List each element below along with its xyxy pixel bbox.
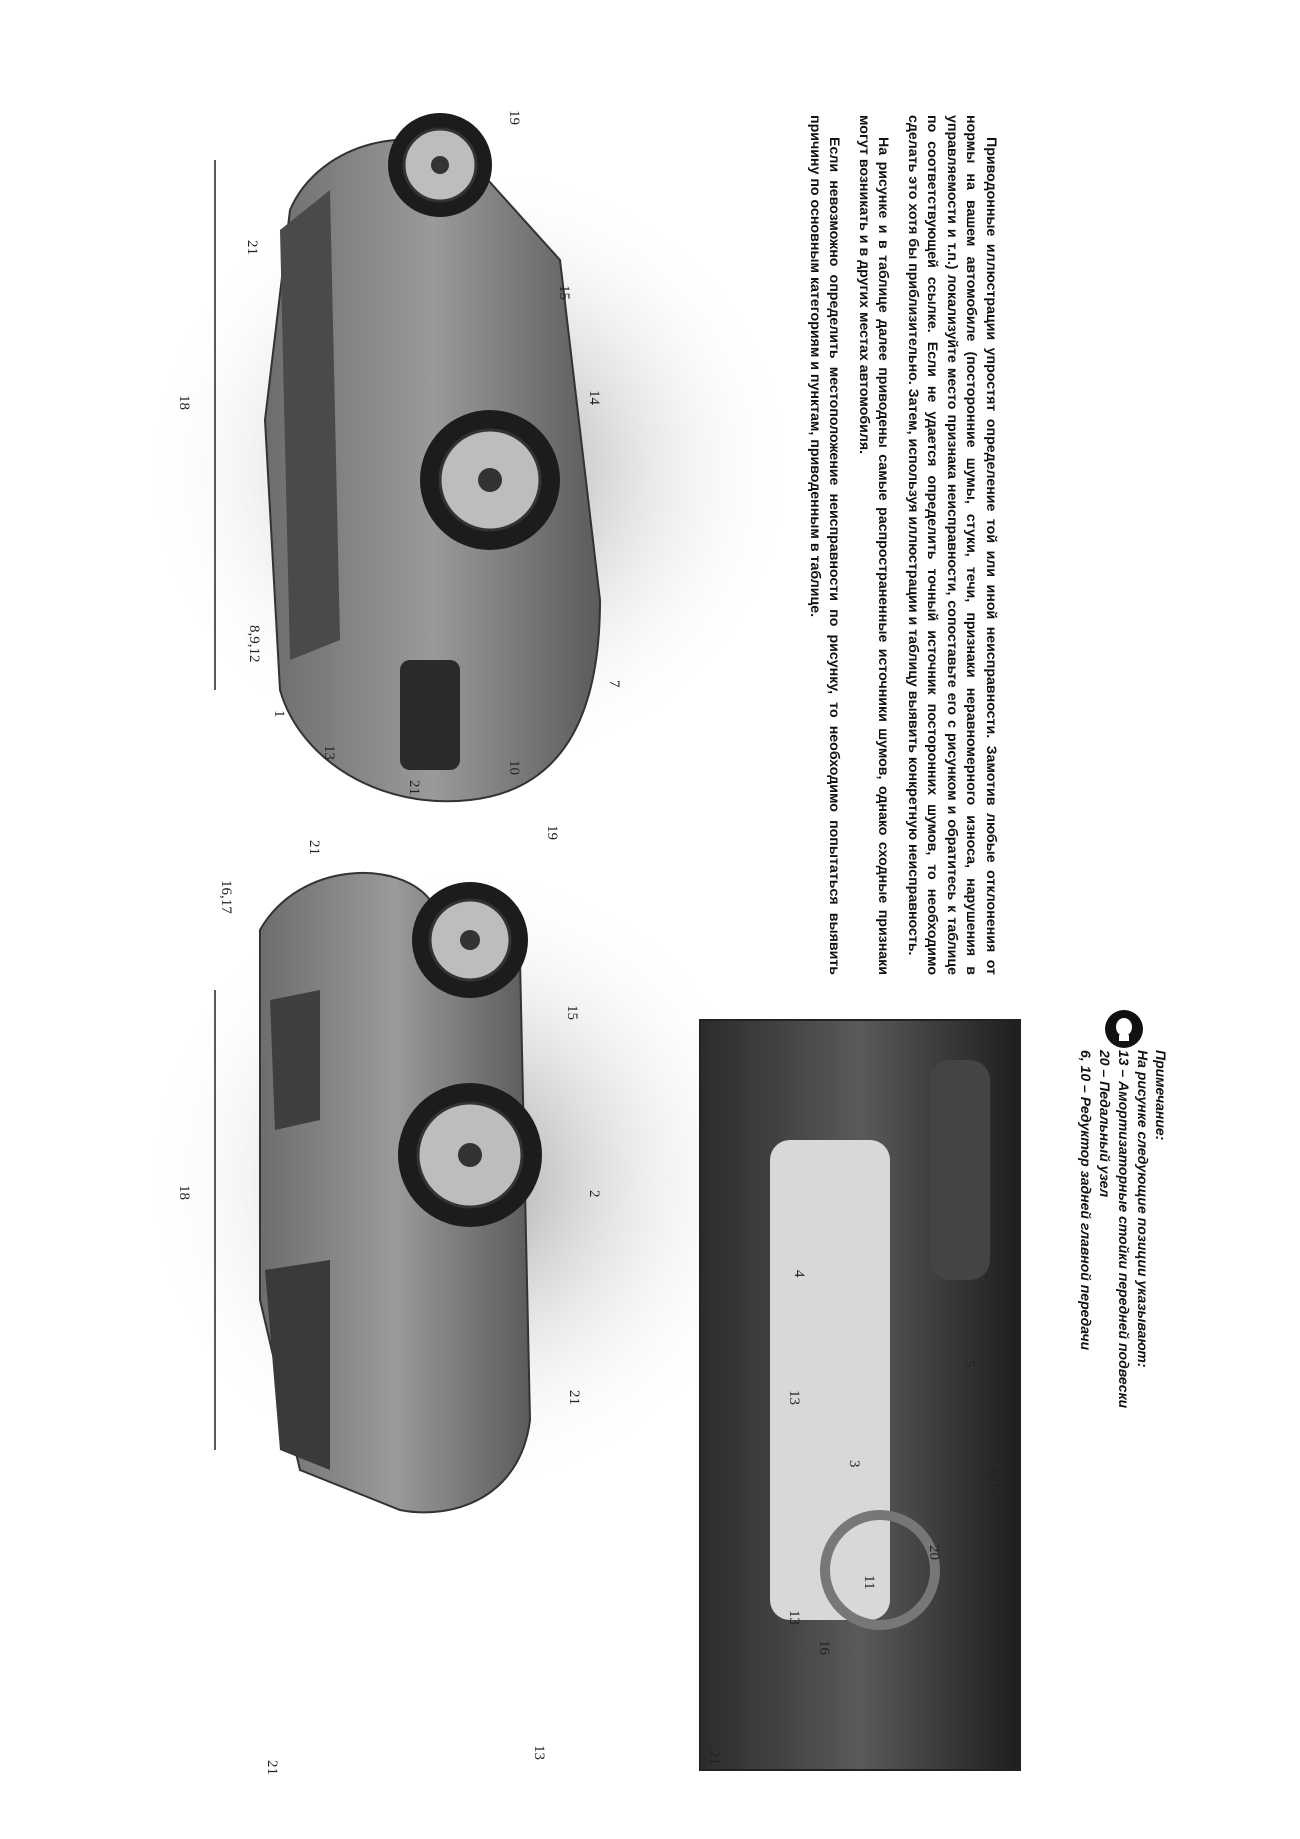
label-21a: 21 xyxy=(244,240,260,255)
label-4: 4 xyxy=(791,1270,807,1278)
note-item-1: 13 – Амортизаторные стойки передней подвески xyxy=(1116,1050,1132,1409)
car-front-view xyxy=(140,113,800,801)
label-5: 5 xyxy=(961,1360,977,1368)
label-8-9-12: 8,9,12 xyxy=(246,625,262,663)
label-15a: 15 xyxy=(556,285,572,300)
wheel-rear-rearview xyxy=(398,1083,542,1227)
windows xyxy=(280,190,340,660)
explanatory-text xyxy=(795,115,1001,975)
note-item-2: 20 – Педальный узел xyxy=(1097,1050,1113,1198)
label-21e: 21 xyxy=(306,840,322,855)
label-18a: 18 xyxy=(176,395,192,410)
note-intro: На рисунке следующие позиции указывают: xyxy=(1135,1050,1151,1368)
interior-photo xyxy=(700,1020,1020,1770)
label-7: 7 xyxy=(606,680,622,688)
label-14: 14 xyxy=(586,390,602,405)
wheel-rear xyxy=(388,113,492,217)
front-grille xyxy=(400,660,460,770)
label-3: 3 xyxy=(846,1460,862,1468)
label-20: 20 xyxy=(926,1545,942,1560)
label-1: 1 xyxy=(271,710,287,718)
paragraph-3: Если невозможно определить местоположение неисправности по рисунку, то необходимо попытаться выявить причину по основным категориям и пунктам, приводенным в таблице. xyxy=(807,115,843,975)
label-21c: 21 xyxy=(264,1760,280,1775)
label-19a: 19 xyxy=(506,110,522,125)
wheel-front xyxy=(420,410,560,550)
wheel-front-rearview xyxy=(412,882,528,998)
label-21b: 21 xyxy=(406,780,422,795)
label-13b: 13 xyxy=(531,1745,547,1760)
label-13d: 13 xyxy=(786,1390,802,1405)
seat xyxy=(930,1060,990,1280)
note-title: Примечание: xyxy=(1153,1050,1169,1141)
note-block xyxy=(1076,1050,1170,1770)
side-window xyxy=(270,990,320,1130)
label-21f: 21 xyxy=(706,1750,722,1765)
paragraph-2: На рисунке и в таблице далее приводены самые распространенные источники шумов, однако сходные признаки могут возникать и в других местах автомобиля. xyxy=(856,115,892,975)
label-16-17: 16,17 xyxy=(218,880,234,914)
label-10: 10 xyxy=(506,760,522,775)
paragraph-1: Приводонные иллюстрации упростят определение той или иной неисправности. Замотив любые отклонения от нормы на вашем автомобиле (посторонние шумы, стуки, течи, признаки неравномерного износа, нарушения в управляемости и т.п.) локализуйте место признака неисправности, сопоставьте его с рисунком и обратитесь к таблице по соответствующей ссылке. Если не удается определить точный источник посторонних шумов, то необходимо сделать это хотя бы приблизительно. Затем, используя иллюстрации и таблицу выявить конкретную неисправность. xyxy=(905,115,999,975)
label-2: 2 xyxy=(586,1190,602,1198)
label-6-10: 6,10 xyxy=(986,1470,1002,1497)
car-rear-view xyxy=(140,860,780,1512)
label-16: 16 xyxy=(816,1640,832,1655)
label-13c: 13 xyxy=(786,1610,802,1625)
note-item-3: 6, 10 – Редуктор задней главной передачи xyxy=(1078,1050,1094,1351)
label-19b: 19 xyxy=(544,825,560,840)
label-13a: 13 xyxy=(321,745,337,760)
label-21d: 21 xyxy=(566,1390,582,1405)
bulb-icon xyxy=(1105,1010,1143,1048)
label-11: 11 xyxy=(861,1575,877,1590)
label-15b: 15 xyxy=(564,1005,580,1020)
label-18b: 18 xyxy=(176,1185,192,1200)
